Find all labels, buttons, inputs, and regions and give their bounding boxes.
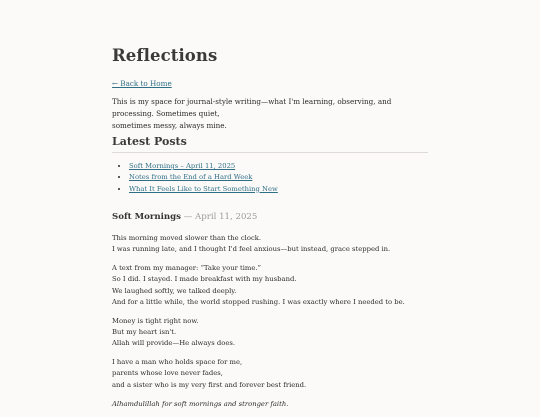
page-title: Reflections bbox=[112, 46, 218, 65]
post-line: So I did. I stayed. I made breakfast with my husband. bbox=[112, 275, 297, 284]
post-title-separator: — bbox=[183, 212, 193, 222]
post-date: April 11, 2025 bbox=[195, 212, 258, 222]
back-to-home-link[interactable]: ← Back to Home bbox=[112, 79, 172, 88]
post-paragraph bbox=[112, 316, 430, 350]
post-paragraph-closing bbox=[112, 399, 430, 410]
post-line: Money is tight right now. bbox=[112, 316, 199, 325]
post-line: I have a man who holds space for me, bbox=[112, 358, 243, 367]
post-line: Allah will provide—He always does. bbox=[112, 339, 236, 348]
post-line: A text from my manager: “Take your time.” bbox=[112, 264, 262, 273]
post-line: This morning moved slower than the clock. bbox=[112, 234, 262, 242]
post-paragraph bbox=[112, 263, 430, 308]
latest-posts-heading: Latest Posts bbox=[112, 135, 187, 148]
post-line: And for a little while, the world stopped rushing. I was exactly where I needed to be. bbox=[112, 297, 405, 306]
list-item bbox=[129, 184, 278, 195]
latest-posts-list bbox=[112, 161, 278, 195]
post-paragraph bbox=[112, 357, 430, 391]
post-body bbox=[112, 233, 430, 417]
post-line: Alhamdulillah for soft mornings and stronger faith. bbox=[112, 399, 289, 408]
intro-line-2: sometimes messy, always mine. bbox=[112, 121, 227, 130]
section-divider bbox=[112, 152, 428, 153]
list-item bbox=[129, 161, 278, 172]
intro-line-1: This is my space for journal-style writing—what I'm learning, observing, and processing. Sometimes quiet, bbox=[112, 97, 392, 118]
post-line: But my heart isn't. bbox=[112, 328, 177, 337]
post-paragraph bbox=[112, 233, 430, 256]
post-line: I was running late, and I thought I'd feel anxious—but instead, grace stepped in. bbox=[112, 245, 391, 254]
post-link-hard-week[interactable]: Notes from the End of a Hard Week bbox=[129, 173, 253, 182]
intro-text bbox=[112, 96, 430, 132]
post-line: We laughed softly, we talked deeply. bbox=[112, 286, 237, 295]
post-header bbox=[112, 212, 257, 222]
post-line: and a sister who is my very first and forever best friend. bbox=[112, 380, 307, 389]
list-item bbox=[129, 172, 278, 183]
post-link-soft-mornings[interactable]: Soft Mornings – April 11, 2025 bbox=[129, 162, 236, 170]
post-line: parents whose love never fades, bbox=[112, 369, 223, 378]
post-link-something-new[interactable]: What It Feels Like to Start Something New bbox=[129, 184, 278, 193]
post-title: Soft Mornings bbox=[112, 212, 181, 222]
